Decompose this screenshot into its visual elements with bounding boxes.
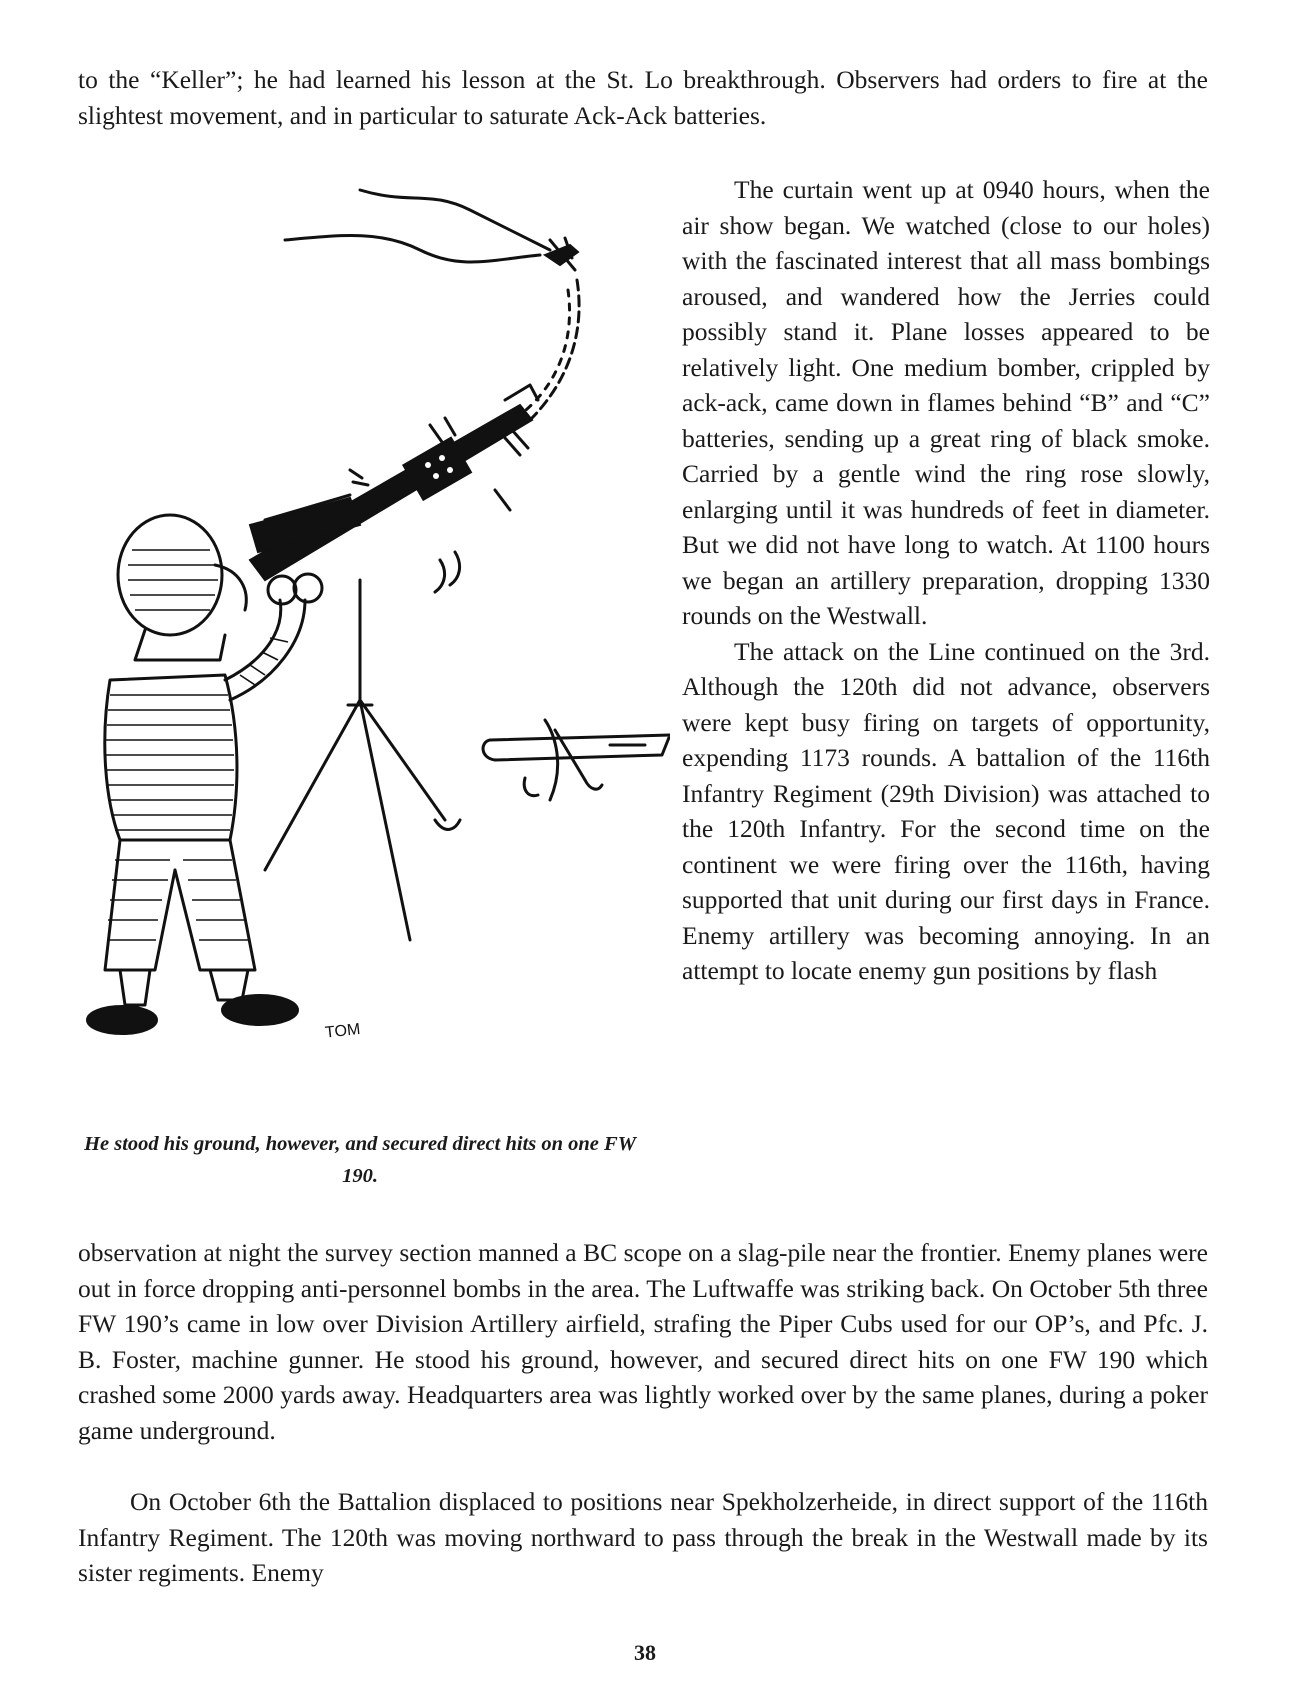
smoke-trail-lower	[285, 236, 540, 262]
right-paragraph-2: The attack on the Line continued on the 3rd. Although the 120th did not advance, observers were kept busy firing on targets of opportunity, expending 1173 rounds. A battalion of the 116th Infantry Regiment (29th Division) was attached to the 120th Infantry. For the second time on the continent we were firing over the 116th, having supported that unit during our first days in France. Enemy artillery was becoming annoying. In an attempt to locate enemy gun positions by flash	[682, 636, 1210, 985]
small-plane-icon	[483, 720, 670, 800]
cartoon-illustration	[50, 180, 670, 1100]
final-paragraph: On October 6th the Battalion displaced to positions near Spekholzerheide, in direct support of the 116th Infantry Regiment. The 120th was moving northward to pass through the break in the Westwall made by its sister regiments. Enemy	[78, 1487, 1208, 1587]
soldier-figure	[87, 515, 322, 1034]
gunner-cartoon-drawing	[50, 180, 670, 1100]
falling-plane-icon	[545, 238, 578, 270]
opening-paragraph: to the “Keller”; he had learned his lesson at the St. Lo breakthrough. Observers had orders to fire at the slightest movement, and in particular to saturate Ack-Ack batteries.	[78, 65, 1208, 130]
illustration-caption: He stood his ground, however, and secured direct hits on one FW 190.	[84, 1133, 636, 1187]
artist-signature: TOM	[324, 1020, 362, 1042]
continuation-paragraph: observation at night the survey section manned a BC scope on a slag-pile near the frontier. Enemy planes were out in force dropping anti-personnel bombs in the area. The Luftwaffe was striking back. On October 5th three FW 190’s came in low over Division Artillery airfield, strafing the Piper Cubs used for our OP’s, and Pfc. J. B. Foster, machine gunner. He stood his ground, however, and secured direct hits on one FW 190 which crashed some 2000 yards away. Headquarters area was lightly worked over by the same planes, during a poker game underground.	[78, 1238, 1208, 1445]
smoke-trail-upper	[360, 190, 550, 250]
machine-gun-icon	[250, 385, 538, 580]
page-number: 38	[634, 1640, 656, 1665]
right-column-text	[682, 172, 1210, 989]
tripod-mount	[265, 580, 460, 940]
tracer-arc-inner	[520, 290, 570, 415]
right-paragraph-1: The curtain went up at 0940 hours, when the air show began. We watched (close to our holes) with the fascinated interest that all mass bombings aroused, and wandered how the Jerries could possibly stand it. Plane losses appeared to be relatively light. One medium bomber, crippled by ack-ack, came down in flames behind “B” and “C” batteries, sending up a great ring of black smoke. Carried by a gentle wind the ring rose slowly, enlarging until it was hundreds of feet in diameter. But we did not have long to watch. At 1100 hours we began an artillery preparation, dropping 1330 rounds on the Westwall.	[682, 175, 1210, 630]
